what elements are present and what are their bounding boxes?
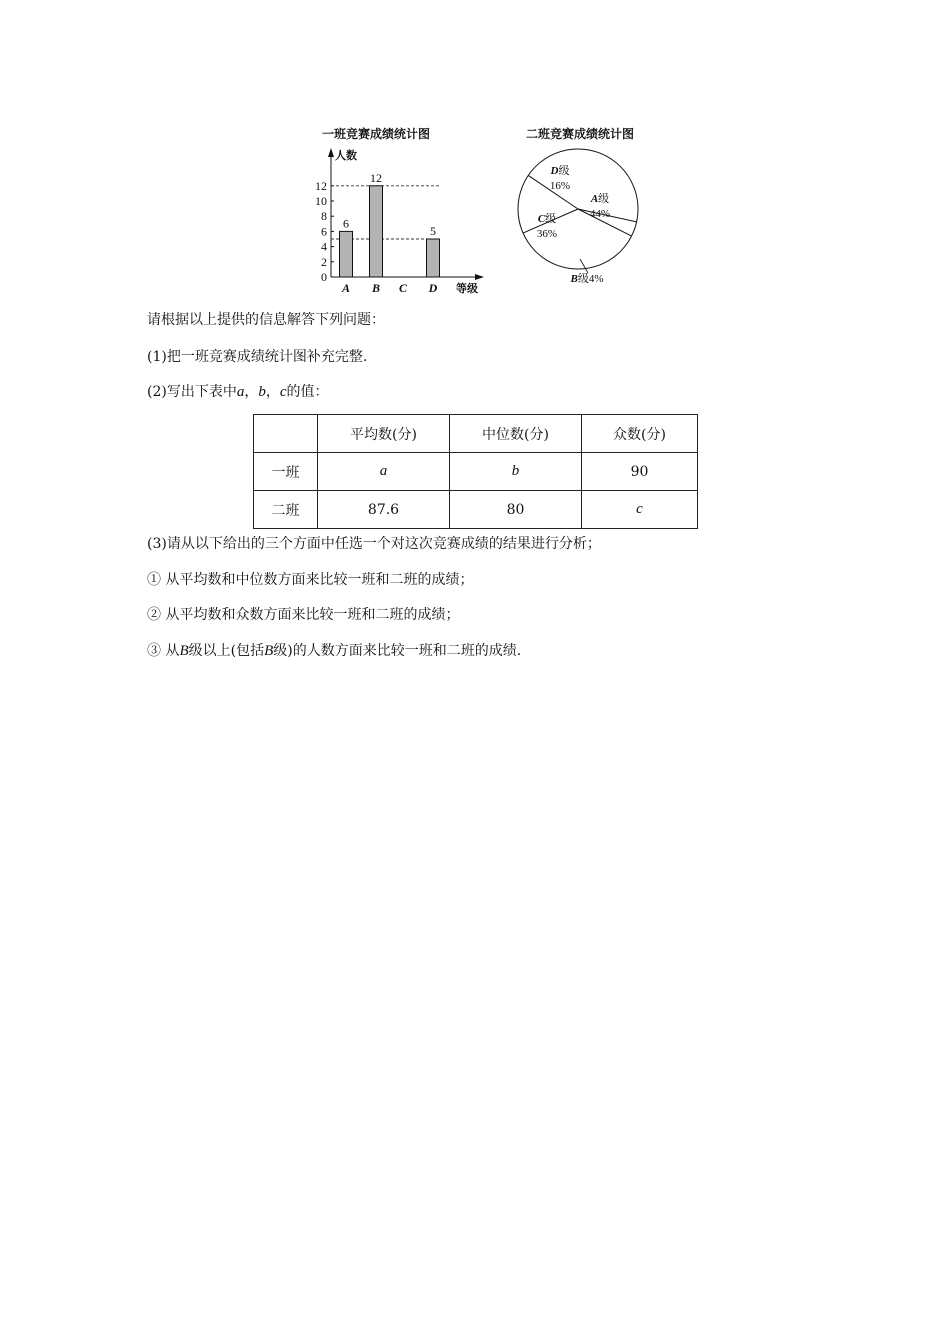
x-axis-arrow [475, 274, 484, 280]
question-3: (3)请从以下给出的三个方面中任选一个对这次竞赛成绩的结果进行分析； [147, 536, 601, 552]
q2-suffix: 的值： [286, 384, 329, 400]
table-header-row [254, 415, 698, 453]
pie-slice-percent: 36% [536, 228, 558, 240]
pie-slice-label: A级 [590, 193, 610, 205]
bar [427, 239, 440, 277]
var-a: a [236, 384, 245, 400]
y-tick-label: 4 [321, 239, 327, 254]
q2-prefix: (2)写出下表中 [147, 384, 237, 400]
x-axis-label: 等级 [456, 282, 478, 295]
y-tick-label: 0 [321, 270, 327, 284]
x-tick-label: D [428, 281, 438, 295]
y-axis-arrow [328, 148, 334, 157]
pie-chart-title: 二班竞赛成绩统计图 [525, 127, 635, 141]
option-2: ② 从平均数和众数方面来比较一班和二班的成绩； [147, 607, 460, 623]
y-tick-label: 12 [315, 178, 327, 193]
table-cell: b [450, 453, 582, 491]
question-1: (1)把一班竞赛成绩统计图补充完整. [147, 349, 368, 365]
bar-chart [0, 0, 950, 310]
pie-slice-label: C级 [537, 213, 557, 225]
pie-slice-percent: 44% [589, 208, 611, 220]
table-cell: c [582, 491, 698, 529]
x-tick-label: A [341, 281, 351, 295]
table-header-cell: 平均数(分) [318, 415, 450, 453]
table-cell: 一班 [254, 453, 318, 491]
bar-data-label: 5 [430, 224, 436, 238]
charts-area [0, 0, 950, 310]
option-1: ① 从平均数和中位数方面来比较一班和二班的成绩； [147, 572, 474, 588]
var-b: b [258, 384, 266, 400]
table-cell: 二班 [254, 491, 318, 529]
bar [370, 186, 383, 277]
bar [340, 231, 353, 277]
bar-data-label: 12 [370, 170, 382, 185]
opt3-mid: 级以上(包括 [188, 643, 265, 659]
q2-sep1: ， [244, 384, 259, 400]
x-tick-label: C [398, 281, 408, 295]
pie-slice-percent: 16% [549, 180, 571, 192]
grade-b: B [179, 643, 189, 659]
pie-slice-label: D级 [550, 165, 570, 177]
pie-slice-label: B级4% [570, 273, 604, 285]
table-row [254, 491, 698, 529]
table-cell: 87.6 [318, 491, 450, 529]
table-row [254, 453, 698, 491]
question-intro: 请根据以上提供的信息解答下列问题： [147, 312, 385, 328]
table-header-cell: 中位数(分) [450, 415, 582, 453]
y-tick-label: 8 [321, 209, 327, 224]
bar-chart-title: 一班竞赛成绩统计图 [321, 127, 431, 141]
var-c: c [279, 384, 287, 400]
y-tick-label: 2 [321, 254, 327, 269]
question-2 [147, 382, 329, 402]
x-tick-label: B [371, 281, 381, 295]
table-cell: 90 [582, 453, 698, 491]
y-tick-label: 6 [321, 224, 327, 239]
opt3-prefix: ③ 从 [147, 643, 180, 659]
q2-sep2: ， [265, 384, 280, 400]
table-cell: a [318, 453, 450, 491]
table-header-cell: 众数(分) [582, 415, 698, 453]
score-table [253, 414, 698, 529]
opt3-suffix: 级)的人数方面来比较一班和二班的成绩. [273, 643, 522, 659]
y-axis-label: 人数 [335, 149, 357, 162]
y-tick-label: 10 [315, 194, 327, 208]
table-header-cell [254, 415, 318, 453]
option-3 [147, 641, 521, 661]
grade-b: B [264, 643, 274, 659]
table-cell: 80 [450, 491, 582, 529]
bar-data-label: 6 [343, 216, 349, 231]
